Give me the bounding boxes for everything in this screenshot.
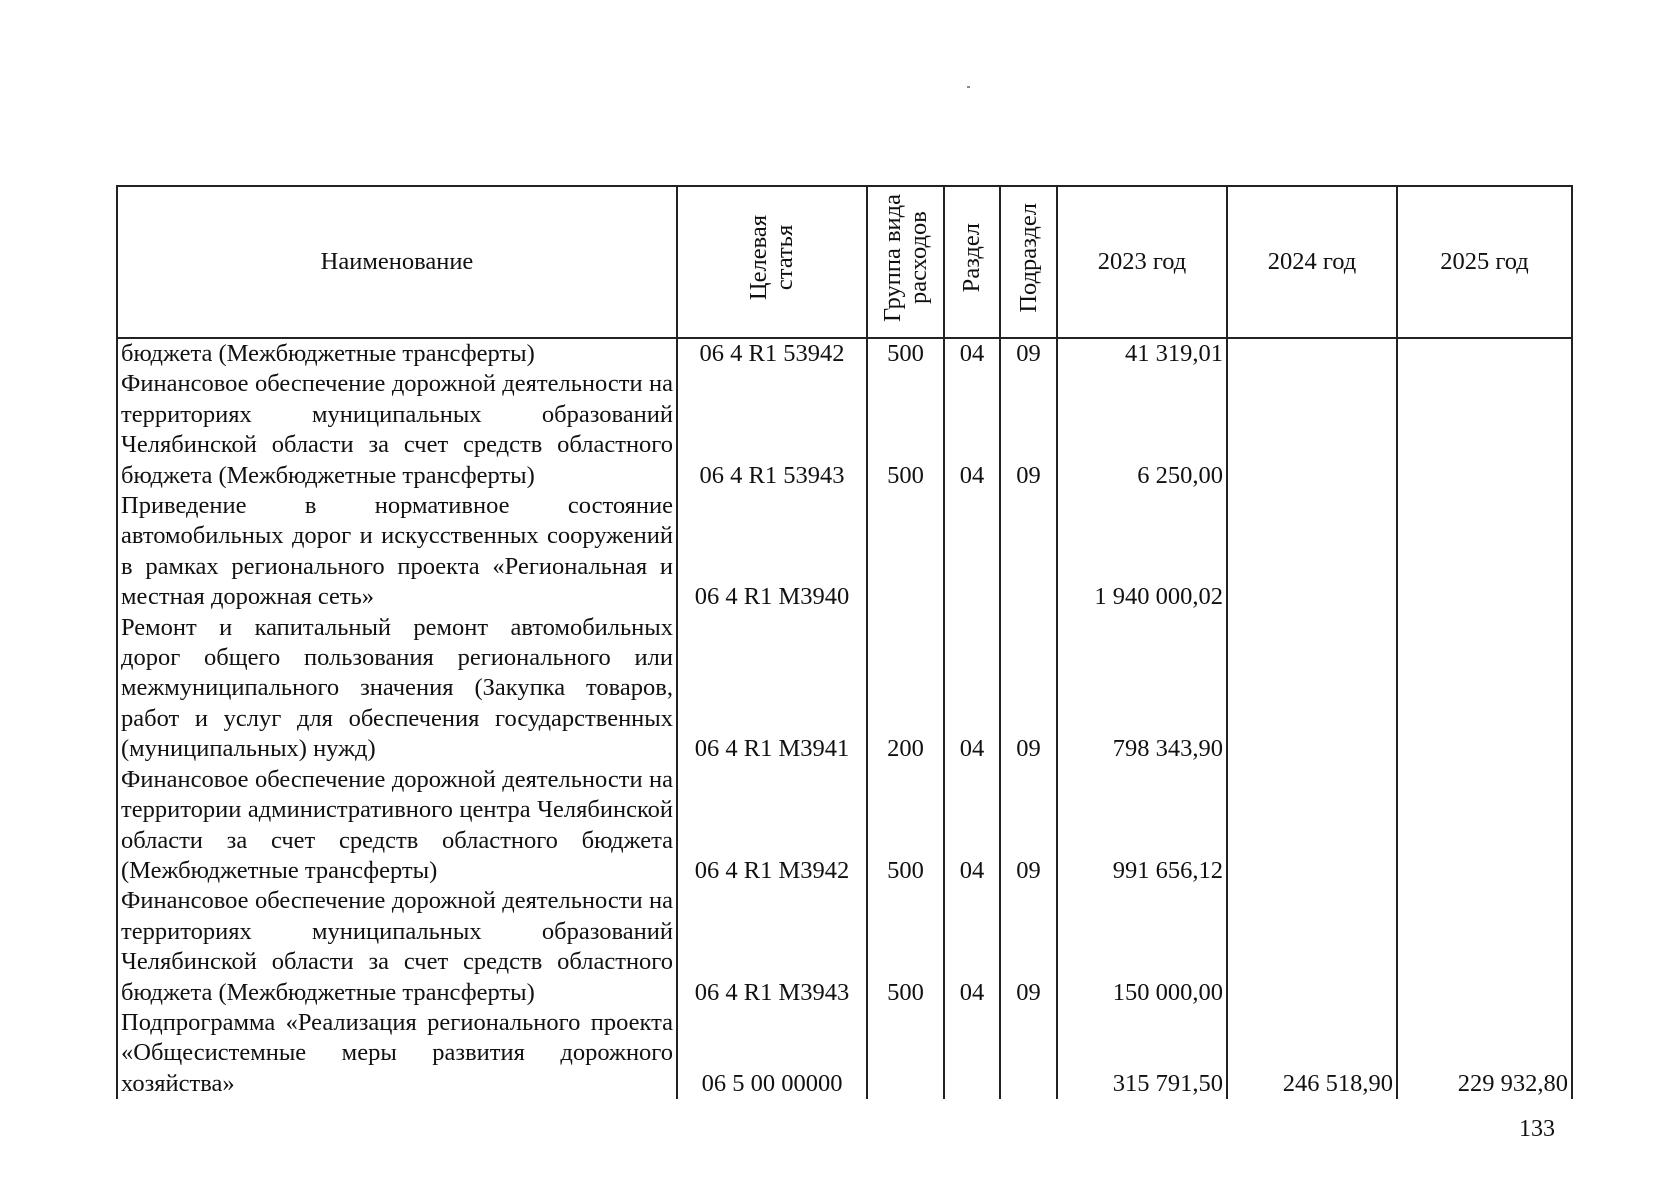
row-name: Подпрограмма «Реализация регионального проекта «Общесистемные меры развития дорожного хозяйства»	[117, 1008, 677, 1099]
row-amount-2025	[1397, 886, 1572, 1008]
row-amount-2023: 150 000,00	[1057, 886, 1227, 1008]
row-target-code: 06 4 R1 53942	[677, 338, 867, 369]
row-expense-group: 500	[867, 369, 944, 491]
page-number: 133	[1519, 1116, 1555, 1142]
row-expense-group: 500	[867, 886, 944, 1008]
table-row	[117, 765, 1572, 887]
header-section: Раздел	[944, 186, 1000, 338]
row-subsection	[1000, 491, 1057, 613]
table-row	[117, 886, 1572, 1008]
budget-table	[116, 185, 1573, 1099]
row-subsection: 09	[1000, 338, 1057, 369]
row-amount-2024	[1227, 338, 1397, 369]
row-amount-2025	[1397, 338, 1572, 369]
row-subsection: 09	[1000, 369, 1057, 491]
row-section: 04	[944, 886, 1000, 1008]
header-target-article: Целевая статья	[677, 186, 867, 338]
table-row	[117, 613, 1572, 765]
header-year-2023: 2023 год	[1057, 186, 1227, 338]
row-section: 04	[944, 369, 1000, 491]
row-subsection: 09	[1000, 765, 1057, 887]
header-subsection: Подраздел	[1000, 186, 1057, 338]
row-name: бюджета (Межбюджетные трансферты)	[117, 338, 677, 369]
row-name: Финансовое обеспечение дорожной деятельности на территории административного центра Челябинской области за счет средств областного бюджета (Межбюджетные трансферты)	[117, 765, 677, 887]
row-section	[944, 491, 1000, 613]
row-target-code: 06 4 R1 М3940	[677, 491, 867, 613]
row-amount-2025: 229 932,80	[1397, 1008, 1572, 1099]
row-section: 04	[944, 765, 1000, 887]
row-name: Ремонт и капитальный ремонт автомобильных дорог общего пользования регионального или межмуниципального значения (Закупка товаров, работ и услуг для обеспечения государственных (муниципальных) нужд)	[117, 613, 677, 765]
row-expense-group: 500	[867, 765, 944, 887]
row-expense-group: 200	[867, 613, 944, 765]
row-amount-2024	[1227, 613, 1397, 765]
header-name: Наименование	[117, 186, 677, 338]
row-amount-2024	[1227, 369, 1397, 491]
row-expense-group	[867, 1008, 944, 1099]
row-target-code: 06 4 R1 М3941	[677, 613, 867, 765]
row-amount-2024	[1227, 765, 1397, 887]
row-section	[944, 1008, 1000, 1099]
row-target-code: 06 4 R1 М3943	[677, 886, 867, 1008]
row-subsection: 09	[1000, 613, 1057, 765]
row-amount-2024	[1227, 886, 1397, 1008]
row-target-code: 06 4 R1 53943	[677, 369, 867, 491]
row-target-code: 06 5 00 00000	[677, 1008, 867, 1099]
table-header-row	[117, 186, 1572, 338]
row-amount-2023: 798 343,90	[1057, 613, 1227, 765]
row-amount-2023: 6 250,00	[1057, 369, 1227, 491]
row-section: 04	[944, 338, 1000, 369]
row-amount-2025	[1397, 613, 1572, 765]
row-target-code: 06 4 R1 М3942	[677, 765, 867, 887]
row-name: Финансовое обеспечение дорожной деятельности на территориях муниципальных образований Челябинской области за счет средств областного бюджета (Межбюджетные трансферты)	[117, 369, 677, 491]
row-amount-2025	[1397, 369, 1572, 491]
row-section: 04	[944, 613, 1000, 765]
row-amount-2024: 246 518,90	[1227, 1008, 1397, 1099]
row-name: Финансовое обеспечение дорожной деятельности на территориях муниципальных образований Челябинской области за счет средств областного бюджета (Межбюджетные трансферты)	[117, 886, 677, 1008]
row-amount-2023: 315 791,50	[1057, 1008, 1227, 1099]
row-subsection: 09	[1000, 886, 1057, 1008]
row-subsection	[1000, 1008, 1057, 1099]
row-expense-group	[867, 491, 944, 613]
table-row	[117, 491, 1572, 613]
row-amount-2025	[1397, 491, 1572, 613]
table-row	[117, 1008, 1572, 1099]
row-amount-2024	[1227, 491, 1397, 613]
row-name: Приведение в нормативное состояние автомобильных дорог и искусственных сооружений в рамках регионального проекта «Региональная и местная дорожная сеть»	[117, 491, 677, 613]
row-amount-2023: 41 319,01	[1057, 338, 1227, 369]
row-amount-2025	[1397, 765, 1572, 887]
scan-speck	[967, 86, 970, 88]
header-expense-group: Группа вида расходов	[867, 186, 944, 338]
header-year-2024: 2024 год	[1227, 186, 1397, 338]
header-year-2025: 2025 год	[1397, 186, 1572, 338]
table-row	[117, 338, 1572, 369]
table-row	[117, 369, 1572, 491]
row-expense-group: 500	[867, 338, 944, 369]
row-amount-2023: 1 940 000,02	[1057, 491, 1227, 613]
row-amount-2023: 991 656,12	[1057, 765, 1227, 887]
